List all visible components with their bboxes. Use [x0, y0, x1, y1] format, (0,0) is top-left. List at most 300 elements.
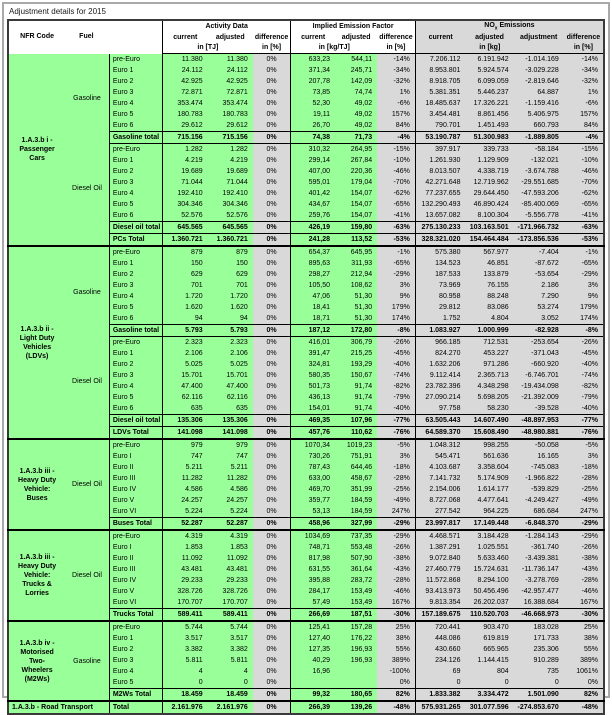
nox-adjustment: -3.439.381 [514, 553, 564, 564]
nox-adjustment: 183.028 [514, 621, 564, 633]
ief-current: 310,32 [291, 144, 335, 156]
activity-current: 42.925 [163, 76, 208, 87]
nox-adjustment: 64.887 [514, 87, 564, 98]
nox-difference: -8% [564, 325, 604, 337]
nox-adjusted: 301.077.596 [465, 701, 513, 714]
activity-adjusted: 645.565 [208, 222, 253, 234]
nox-current: 5.381.351 [415, 87, 465, 98]
nox-current: 9.072.840 [415, 553, 465, 564]
activity-current: 19.689 [163, 166, 208, 177]
column-header: adjusted [335, 33, 377, 43]
table-body [8, 54, 604, 715]
nox-current: 29.812 [415, 302, 465, 313]
ief-difference: -29% [377, 518, 415, 531]
nox-current: 187.533 [415, 269, 465, 280]
nox-adjustment: -53.654 [514, 269, 564, 280]
ief-adjusted: 553,48 [335, 542, 377, 553]
activity-adjusted: 2.106 [208, 348, 253, 359]
nox-current: 69 [415, 666, 465, 677]
table-row [8, 54, 604, 66]
ief-current: 266,69 [291, 609, 335, 622]
ief-adjusted: 176,22 [335, 633, 377, 644]
ief-current: 1034,69 [291, 530, 335, 542]
ief-difference: -82% [377, 381, 415, 392]
nox-difference: -30% [564, 609, 604, 622]
ief-current: 426,19 [291, 222, 335, 234]
nox-adjusted: 6.191.942 [465, 54, 513, 66]
nox-difference: -49% [564, 495, 604, 506]
ief-difference: -77% [377, 415, 415, 427]
nox-difference: -6% [564, 98, 604, 109]
ief-difference: 3% [377, 280, 415, 291]
nox-adjustment: -4.249.427 [514, 495, 564, 506]
nox-difference: 167% [564, 597, 604, 609]
ief-difference: -34% [377, 65, 415, 76]
nox-adjustment: -85.400.069 [514, 199, 564, 210]
activity-difference: 0% [253, 144, 291, 156]
activity-current: 979 [163, 439, 208, 451]
ief-adjusted: 153,49 [335, 597, 377, 609]
activity-difference: 0% [253, 586, 291, 597]
activity-adjusted: 715.156 [208, 132, 253, 144]
ief-adjusted [335, 677, 377, 689]
section-total-row [8, 234, 604, 247]
ief-difference: -65% [377, 258, 415, 269]
ief-adjusted: 51,30 [335, 291, 377, 302]
activity-current: 5.793 [163, 325, 208, 337]
nfr-code-cell: 1.A.3.b ii - Light Duty Vehicles (LDVs) [8, 246, 65, 439]
ief-current: 52,30 [291, 98, 335, 109]
ief-current: 457,76 [291, 427, 335, 440]
activity-adjusted: 19.689 [208, 166, 253, 177]
activity-difference: 0% [253, 258, 291, 269]
nox-adjusted: 453.227 [465, 348, 513, 359]
ief-difference: -53% [377, 234, 415, 247]
row-label: Euro 3 [109, 177, 162, 188]
nox-difference: -25% [564, 484, 604, 495]
nox-adjustment: 3.052 [514, 313, 564, 325]
nox-adjusted: 1.451.493 [465, 120, 513, 132]
ief-difference: -29% [377, 269, 415, 280]
nox-adjusted: 4.804 [465, 313, 513, 325]
activity-current: 135.306 [163, 415, 208, 427]
ief-difference: -49% [377, 495, 415, 506]
ief-adjusted: 51,30 [335, 313, 377, 325]
nfr-code-cell: 1.A.3.b iv - Motorised Two- Wheelers (M2Ws) [8, 621, 65, 701]
nox-current: 27.090.214 [415, 392, 465, 403]
nox-difference: 174% [564, 313, 604, 325]
nox-current: 11.572.868 [415, 575, 465, 586]
ief-difference: -29% [377, 530, 415, 542]
activity-adjusted: 170.707 [208, 597, 253, 609]
activity-difference: 0% [253, 564, 291, 575]
nox-difference: -65% [564, 258, 604, 269]
nox-adjustment: 910.289 [514, 655, 564, 666]
ief-current: 16,96 [291, 666, 335, 677]
nox-difference: -18% [564, 462, 604, 473]
ief-adjusted: 159,80 [335, 222, 377, 234]
nox-current: 23.997.817 [415, 518, 465, 531]
row-label: M2Ws Total [109, 689, 162, 702]
ief-current: 19,11 [291, 109, 335, 120]
activity-current: 24.112 [163, 65, 208, 76]
nox-adjusted: 26.202.037 [465, 597, 513, 609]
nox-current: 1.752 [415, 313, 465, 325]
nox-adjustment: -29.551.685 [514, 177, 564, 188]
nox-adjusted: 5.633.460 [465, 553, 513, 564]
nox-difference: 3% [564, 451, 604, 462]
row-label: Euro I [109, 451, 162, 462]
row-label: Diesel oil total [109, 415, 162, 427]
activity-current: 43.481 [163, 564, 208, 575]
nox-difference: -29% [564, 530, 604, 542]
ief-difference: -100% [377, 666, 415, 677]
ief-difference: -76% [377, 427, 415, 440]
activity-current: 5.211 [163, 462, 208, 473]
activity-difference: 0% [253, 655, 291, 666]
nox-current: 277.542 [415, 506, 465, 518]
group-header-activity: Activity Data [163, 20, 291, 33]
activity-adjusted: 11.380 [208, 54, 253, 66]
ief-adjusted: 215,25 [335, 348, 377, 359]
activity-adjusted: 192.410 [208, 188, 253, 199]
ief-adjusted: 154,07 [335, 188, 377, 199]
activity-current: 11.282 [163, 473, 208, 484]
activity-difference: 0% [253, 701, 291, 714]
nox-current: 93.413.973 [415, 586, 465, 597]
row-label: Euro 6 [109, 403, 162, 415]
nox-adjusted: 8.100.304 [465, 210, 513, 222]
activity-difference: 0% [253, 677, 291, 689]
activity-adjusted: 2.323 [208, 337, 253, 349]
ief-difference: -40% [377, 403, 415, 415]
activity-adjusted: 5.811 [208, 655, 253, 666]
fuel-cell: Diesel Oil [65, 337, 109, 427]
nox-difference: -28% [564, 575, 604, 586]
nox-adjusted: 3.334.472 [465, 689, 513, 702]
nox-current: 53.190.787 [415, 132, 465, 144]
nox-adjusted: 17.326.221 [465, 98, 513, 109]
ief-current: 187,12 [291, 325, 335, 337]
nox-adjustment: -745.083 [514, 462, 564, 473]
activity-adjusted: 589.411 [208, 609, 253, 622]
activity-adjusted: 18.459 [208, 689, 253, 702]
unit-label: in [kg] [415, 43, 563, 54]
row-label: Euro 6 [109, 120, 162, 132]
nox-adjustment: 2.186 [514, 280, 564, 291]
nox-adjusted: 971.286 [465, 359, 513, 370]
activity-adjusted: 29.612 [208, 120, 253, 132]
nox-adjustment: 0 [514, 677, 564, 689]
ief-adjusted: 245,71 [335, 65, 377, 76]
activity-difference: 0% [253, 291, 291, 302]
report-page [2, 2, 610, 712]
ief-current: 359,77 [291, 495, 335, 506]
nox-difference: -14% [564, 54, 604, 66]
nox-difference: -46% [564, 586, 604, 597]
nox-current: 8.918.705 [415, 76, 465, 87]
row-label: Euro 4 [109, 188, 162, 199]
nox-current: 545.471 [415, 451, 465, 462]
nox-adjustment: -82.928 [514, 325, 564, 337]
activity-difference: 0% [253, 370, 291, 381]
nox-current: 430.660 [415, 644, 465, 655]
activity-difference: 0% [253, 427, 291, 440]
activity-difference: 0% [253, 54, 291, 66]
activity-current: 715.156 [163, 132, 208, 144]
nox-difference: 82% [564, 689, 604, 702]
nox-difference: 179% [564, 302, 604, 313]
activity-adjusted: 5.025 [208, 359, 253, 370]
activity-adjusted: 5.744 [208, 621, 253, 633]
row-label: Euro 1 [109, 65, 162, 76]
activity-current: 353.474 [163, 98, 208, 109]
activity-adjusted: 635 [208, 403, 253, 415]
nox-adjustment: -6.746.701 [514, 370, 564, 381]
nox-adjusted: 1.129.909 [465, 155, 513, 166]
row-label: Gasoline total [109, 132, 162, 144]
row-label: Euro 5 [109, 199, 162, 210]
row-label: Euro 3 [109, 280, 162, 291]
activity-difference: 0% [253, 222, 291, 234]
nox-adjusted: 17.149.448 [465, 518, 513, 531]
row-label: PCs Total [109, 234, 162, 247]
ief-current: 105,50 [291, 280, 335, 291]
activity-adjusted: 879 [208, 246, 253, 258]
activity-adjusted: 11.282 [208, 473, 253, 484]
row-label: Euro IV [109, 484, 162, 495]
activity-adjusted: 47.400 [208, 381, 253, 392]
nox-difference: -65% [564, 199, 604, 210]
activity-current: 1.282 [163, 144, 208, 156]
nox-difference: -76% [564, 427, 604, 440]
activity-difference: 0% [253, 280, 291, 291]
ief-difference: -5% [377, 439, 415, 451]
nox-difference: -48% [564, 701, 604, 714]
ief-difference: -46% [377, 586, 415, 597]
ief-difference: -30% [377, 609, 415, 622]
nox-adjusted: 50.456.496 [465, 586, 513, 597]
ief-difference: -63% [377, 222, 415, 234]
activity-current: 150 [163, 258, 208, 269]
nox-current: 8.013.507 [415, 166, 465, 177]
nox-current: 23.782.396 [415, 381, 465, 392]
nox-adjustment: -11.736.147 [514, 564, 564, 575]
nfr-code-cell: 1.A.3.b i - Passenger Cars [8, 54, 65, 247]
nox-current: 720.441 [415, 621, 465, 633]
ief-adjusted: 264,95 [335, 144, 377, 156]
section-total-row [8, 427, 604, 440]
activity-current: 94 [163, 313, 208, 325]
nox-current: 134.523 [415, 258, 465, 269]
nox-adjustment: -5.556.778 [514, 210, 564, 222]
page-title: Adjustment details for 2015 [9, 7, 106, 16]
ief-current: 730,26 [291, 451, 335, 462]
row-label: Euro 3 [109, 655, 162, 666]
activity-difference: 0% [253, 234, 291, 247]
activity-difference: 0% [253, 575, 291, 586]
row-label: Euro 2 [109, 644, 162, 655]
ief-adjusted: 180,65 [335, 689, 377, 702]
nox-adjustment: -371.043 [514, 348, 564, 359]
activity-difference: 0% [253, 689, 291, 702]
row-label: Euro 2 [109, 269, 162, 280]
activity-difference: 0% [253, 337, 291, 349]
nox-difference: -63% [564, 222, 604, 234]
table-row [8, 621, 604, 633]
activity-difference: 0% [253, 473, 291, 484]
nox-adjusted: 712.531 [465, 337, 513, 349]
row-label: Euro 5 [109, 302, 162, 313]
activity-adjusted: 29.233 [208, 575, 253, 586]
nox-adjusted: 4.338.719 [465, 166, 513, 177]
header-group-row [8, 20, 604, 33]
activity-difference: 0% [253, 597, 291, 609]
row-label: Euro 1 [109, 155, 162, 166]
ief-adjusted: 361,64 [335, 564, 377, 575]
activity-adjusted: 2.161.976 [208, 701, 253, 714]
ief-adjusted [335, 666, 377, 677]
nox-current: 275.130.233 [415, 222, 465, 234]
activity-current: 747 [163, 451, 208, 462]
fuel-cell: Diesel Oil [65, 439, 109, 530]
nox-difference: -10% [564, 155, 604, 166]
ief-current: 395,88 [291, 575, 335, 586]
nox-current: 8.953.801 [415, 65, 465, 76]
ief-difference: -38% [377, 553, 415, 564]
activity-adjusted: 11.092 [208, 553, 253, 564]
group-header-nox: $NO_x$ Emissions [415, 20, 604, 33]
nox-difference: -77% [564, 415, 604, 427]
fuel-cell [65, 427, 109, 440]
nox-adjustment: -1.966.822 [514, 473, 564, 484]
nox-adjusted: 12.719.962 [465, 177, 513, 188]
activity-adjusted: 62.116 [208, 392, 253, 403]
nox-adjusted: 339.733 [465, 144, 513, 156]
ief-current: 391,47 [291, 348, 335, 359]
ief-current: 266,39 [291, 701, 335, 714]
nox-current: 157.189.675 [415, 609, 465, 622]
ief-adjusted: 196,93 [335, 655, 377, 666]
activity-current: 304.346 [163, 199, 208, 210]
ief-difference: 82% [377, 689, 415, 702]
nox-current: 397.917 [415, 144, 465, 156]
activity-difference: 0% [253, 553, 291, 564]
row-label: Euro 5 [109, 392, 162, 403]
nox-difference: -40% [564, 359, 604, 370]
ief-difference: -40% [377, 359, 415, 370]
activity-difference: 0% [253, 392, 291, 403]
activity-current: 29.233 [163, 575, 208, 586]
row-label: Total [109, 701, 162, 714]
nox-current: 7.206.112 [415, 54, 465, 66]
activity-difference: 0% [253, 109, 291, 120]
ief-adjusted: 184,59 [335, 506, 377, 518]
activity-current: 18.459 [163, 689, 208, 702]
ief-difference: 9% [377, 291, 415, 302]
activity-adjusted: 42.925 [208, 76, 253, 87]
column-header: adjustment [514, 33, 564, 43]
nox-adjusted: 46.851 [465, 258, 513, 269]
activity-current: 0 [163, 677, 208, 689]
ief-difference: -26% [377, 542, 415, 553]
ief-current: 401,42 [291, 188, 335, 199]
ief-adjusted: 220,36 [335, 166, 377, 177]
row-label: Euro III [109, 564, 162, 575]
activity-difference: 0% [253, 495, 291, 506]
nox-adjustment: -46.668.973 [514, 609, 564, 622]
nox-adjusted: 14.607.490 [465, 415, 513, 427]
ief-current: 241,28 [291, 234, 335, 247]
activity-difference: 0% [253, 415, 291, 427]
activity-difference: 0% [253, 633, 291, 644]
activity-difference: 0% [253, 518, 291, 531]
ief-current: 469,35 [291, 415, 335, 427]
activity-current: 1.620 [163, 302, 208, 313]
activity-difference: 0% [253, 506, 291, 518]
nox-adjusted: 4.348.298 [465, 381, 513, 392]
row-label: Euro 2 [109, 76, 162, 87]
ief-adjusted: 113,52 [335, 234, 377, 247]
ief-current: 324,81 [291, 359, 335, 370]
ief-difference: -45% [377, 348, 415, 359]
nox-adjusted: 46.890.424 [465, 199, 513, 210]
ief-current: 469,70 [291, 484, 335, 495]
ief-difference: -6% [377, 98, 415, 109]
nox-adjusted: 561.636 [465, 451, 513, 462]
ief-difference: -43% [377, 564, 415, 575]
nox-current: 790.701 [415, 120, 465, 132]
nox-difference: 25% [564, 621, 604, 633]
row-label: Buses Total [109, 518, 162, 531]
nox-adjustment: -47.593.206 [514, 188, 564, 199]
activity-current: 29.612 [163, 120, 208, 132]
ief-difference: 167% [377, 597, 415, 609]
ief-difference: -79% [377, 392, 415, 403]
ief-current: 654,37 [291, 246, 335, 258]
nox-difference: 3% [564, 280, 604, 291]
ief-current: 748,71 [291, 542, 335, 553]
ief-current: 458,96 [291, 518, 335, 531]
activity-difference: 0% [253, 177, 291, 188]
nox-difference: -4% [564, 132, 604, 144]
ief-adjusted: 49,02 [335, 120, 377, 132]
nox-adjustment: 686.684 [514, 506, 564, 518]
ief-adjusted: 150,67 [335, 370, 377, 381]
nox-current: 77.237.655 [415, 188, 465, 199]
nox-adjustment: 7.290 [514, 291, 564, 302]
nox-current: 4.468.571 [415, 530, 465, 542]
ief-current: 284,17 [291, 586, 335, 597]
activity-adjusted: 1.360.721 [208, 234, 253, 247]
nox-adjusted: 964.225 [465, 506, 513, 518]
ief-adjusted: 154,07 [335, 199, 377, 210]
nox-difference: 389% [564, 655, 604, 666]
nox-adjustment: 171.733 [514, 633, 564, 644]
activity-adjusted: 629 [208, 269, 253, 280]
nox-current: 234.126 [415, 655, 465, 666]
ief-difference: -41% [377, 210, 415, 222]
nox-current: 97.758 [415, 403, 465, 415]
activity-current: 328.726 [163, 586, 208, 597]
nox-difference: -32% [564, 76, 604, 87]
nox-difference: 1% [564, 87, 604, 98]
ief-current: 18,41 [291, 302, 335, 313]
nox-difference: -43% [564, 564, 604, 575]
fuel-cell: Diesel Oil [65, 144, 109, 234]
nox-current: 42.271.648 [415, 177, 465, 188]
nox-adjustment: -3.029.228 [514, 65, 564, 76]
